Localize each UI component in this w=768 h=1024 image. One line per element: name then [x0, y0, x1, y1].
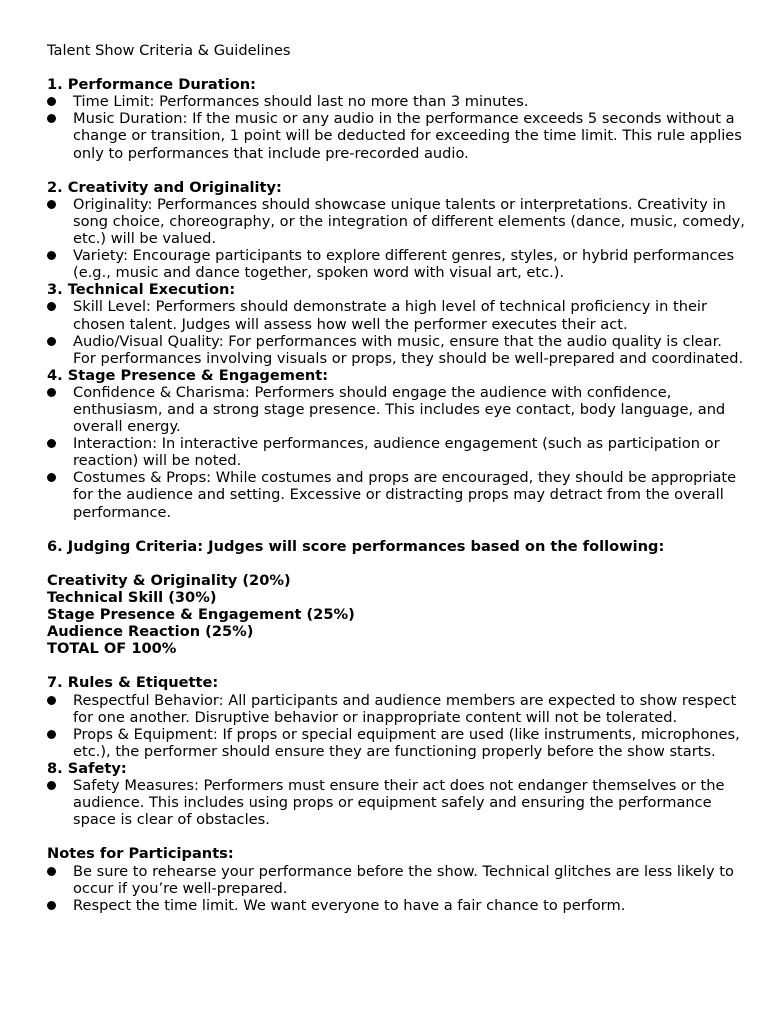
list-item: Be sure to rehearse your performance before the show. Technical glitches are less likely to occur if you’re well-prepared.: [47, 863, 747, 897]
bullet-icon: [47, 114, 56, 123]
criteria-item: Technical Skill (30%): [47, 589, 217, 606]
bullet-icon: [47, 337, 56, 346]
bullet-icon: [47, 97, 56, 106]
bullet-icon: [47, 302, 56, 311]
bullet-list: [47, 777, 747, 828]
bullet-icon: [47, 867, 56, 876]
bullet-icon: [47, 473, 56, 482]
list-item: Interaction: In interactive performances, audience engagement (such as participation or reaction) will be noted.: [47, 435, 747, 469]
list-item: Props & Equipment: If props or special equipment are used (like instruments, microphones, etc.), the performer should ensure they are functioning properly before the show starts.: [47, 726, 747, 760]
list-item: Audio/Visual Quality: For performances with music, ensure that the audio quality is clear. For performances involving visuals or props, they should be well-prepared and coordinated.: [47, 333, 747, 367]
section-heading-stage-presence: 4. Stage Presence & Engagement:: [47, 366, 329, 384]
list-item: Time Limit: Performances should last no more than 3 minutes.: [47, 93, 747, 110]
bullet-icon: [47, 200, 56, 209]
criteria-item: Creativity & Originality (20%): [47, 571, 291, 589]
section-heading-notes: Notes for Participants:: [47, 845, 234, 863]
bullet-icon: [47, 251, 56, 260]
section-heading-judging-criteria: 6. Judging Criteria: Judges will score performances based on the following:: [47, 537, 665, 555]
criteria-item: Stage Presence & Engagement (25%): [47, 606, 355, 624]
bullet-list: [47, 384, 747, 521]
bullet-icon: [47, 439, 56, 448]
list-item: Costumes & Props: While costumes and props are encouraged, they should be appropriate for the audience and setting. Excessive or distracting props may detract from the overall performance.: [47, 469, 747, 520]
document-title: Talent Show Criteria & Guidelines: [47, 42, 291, 59]
bullet-list: [47, 93, 747, 161]
bullet-list: [47, 298, 747, 366]
list-item: Respectful Behavior: All participants and audience members are expected to show respect for one another. Disruptive behavior or inappropriate content will not be tolerated.: [47, 692, 747, 726]
section-heading-performance-duration: 1. Performance Duration:: [47, 76, 256, 94]
bullet-list: [47, 196, 747, 281]
criteria-item: Audience Reaction (25%): [47, 623, 254, 641]
bullet-icon: [47, 901, 56, 910]
bullet-list: [47, 863, 747, 914]
list-item: Originality: Performances should showcase unique talents or interpretations. Creativity in song choice, choreography, or the integration of different elements (dance, music, comedy, etc.) will be valued.: [47, 196, 747, 247]
section-heading-rules-etiquette: 7. Rules & Etiquette:: [47, 674, 219, 692]
criteria-total: TOTAL OF 100%: [47, 640, 177, 658]
list-item: Safety Measures: Performers must ensure their act does not endanger themselves or the audience. This includes using props or equipment safely and ensuring the performance space is clear of obstacles.: [47, 777, 747, 828]
bullet-list: [47, 692, 747, 760]
section-heading-safety: 8. Safety:: [47, 759, 127, 777]
list-item: Confidence & Charisma: Performers should engage the audience with confidence, enthusiasm, and a strong stage presence. This includes eye contact, body language, and overall energy.: [47, 384, 747, 435]
list-item: Music Duration: If the music or any audio in the performance exceeds 5 seconds without a change or transition, 1 point will be deducted for exceeding the time limit. This rule applies only to performances that include pre-recorded audio.: [47, 110, 747, 161]
section-heading-technical-execution: 3. Technical Execution:: [47, 281, 236, 299]
section-heading-creativity: 2. Creativity and Originality:: [47, 178, 282, 196]
bullet-icon: [47, 730, 56, 739]
bullet-icon: [47, 696, 56, 705]
bullet-icon: [47, 781, 56, 790]
list-item: Skill Level: Performers should demonstrate a high level of technical proficiency in their chosen talent. Judges will assess how well the performer executes their act.: [47, 298, 747, 332]
document-body: [47, 42, 747, 914]
list-item: Variety: Encourage participants to explore different genres, styles, or hybrid performances (e.g., music and dance together, spoken word with visual art, etc.).: [47, 247, 747, 281]
list-item: Respect the time limit. We want everyone to have a fair chance to perform.: [47, 897, 747, 914]
bullet-icon: [47, 388, 56, 397]
